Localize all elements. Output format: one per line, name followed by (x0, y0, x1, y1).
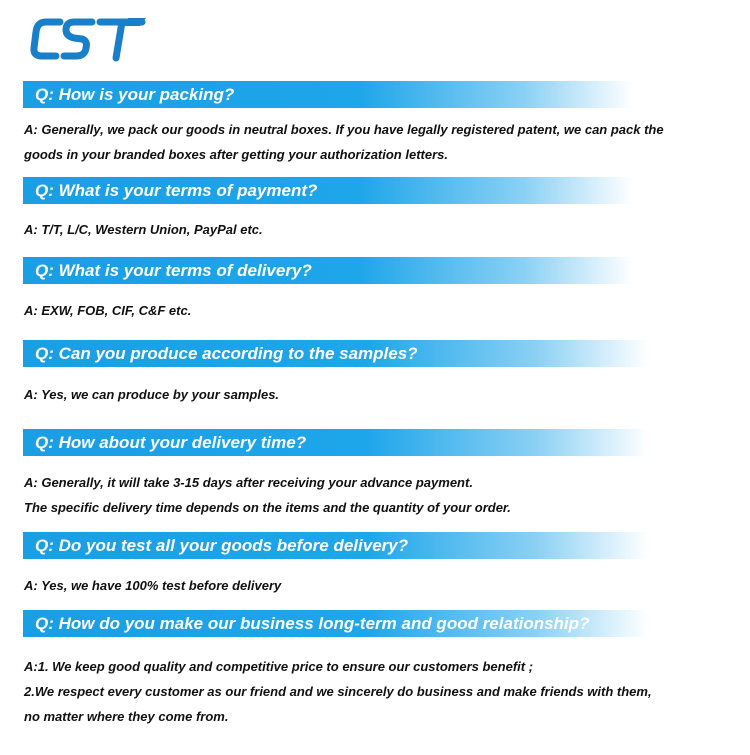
faq-answer-line: no matter where they come from. (24, 709, 229, 724)
faq-question-bar (23, 340, 648, 367)
faq-answer-line: A: Yes, we have 100% test before delivery (24, 578, 282, 593)
faq-question: Q: Can you produce according to the samples? (35, 344, 418, 363)
faq-question-bar (23, 257, 633, 284)
faq-answer-line: The specific delivery time depends on the items and the quantity of your order. (24, 500, 511, 515)
faq-question-bar (23, 429, 648, 456)
faq-answer-line: A: Generally, it will take 3-15 days after receiving your advance payment. (24, 475, 473, 490)
faq-answer (24, 470, 724, 520)
faq-answer (24, 117, 724, 167)
faq-question: Q: How is your packing? (35, 85, 235, 104)
faq-question-bar (23, 532, 648, 559)
faq-answer-line: A: Yes, we can produce by your samples. (24, 387, 280, 402)
faq-answer (24, 382, 724, 407)
faq-question: Q: What is your terms of payment? (35, 181, 318, 200)
faq-answer-line: A: T/T, L/C, Western Union, PayPal etc. (24, 222, 263, 237)
faq-question-bar (23, 177, 633, 204)
faq-answer-line: A: EXW, FOB, CIF, C&F etc. (24, 303, 192, 318)
faq-question: Q: How about your delivery time? (35, 433, 307, 452)
brand-logo (30, 14, 150, 64)
faq-answer (24, 298, 724, 323)
faq-answer (24, 573, 724, 598)
faq-question: Q: How do you make our business long-term and good relationship? (35, 614, 590, 633)
faq-question-bar (23, 610, 648, 637)
faq-answer (24, 654, 724, 729)
faq-answer (24, 217, 724, 242)
faq-question: Q: What is your terms of delivery? (35, 261, 312, 280)
cst-logo-icon (30, 14, 150, 64)
faq-answer-line: goods in your branded boxes after getting your authorization letters. (24, 147, 448, 162)
faq-question: Q: Do you test all your goods before delivery? (35, 536, 409, 555)
faq-answer-line: A:1. We keep good quality and competitive price to ensure our customers benefit ; (24, 659, 534, 674)
faq-answer-line: 2.We respect every customer as our friend and we sincerely do business and make friends with them, (24, 684, 652, 699)
faq-answer-line: A: Generally, we pack our goods in neutral boxes. If you have legally registered patent, we can pack the (24, 122, 664, 137)
faq-question-bar (23, 81, 633, 108)
